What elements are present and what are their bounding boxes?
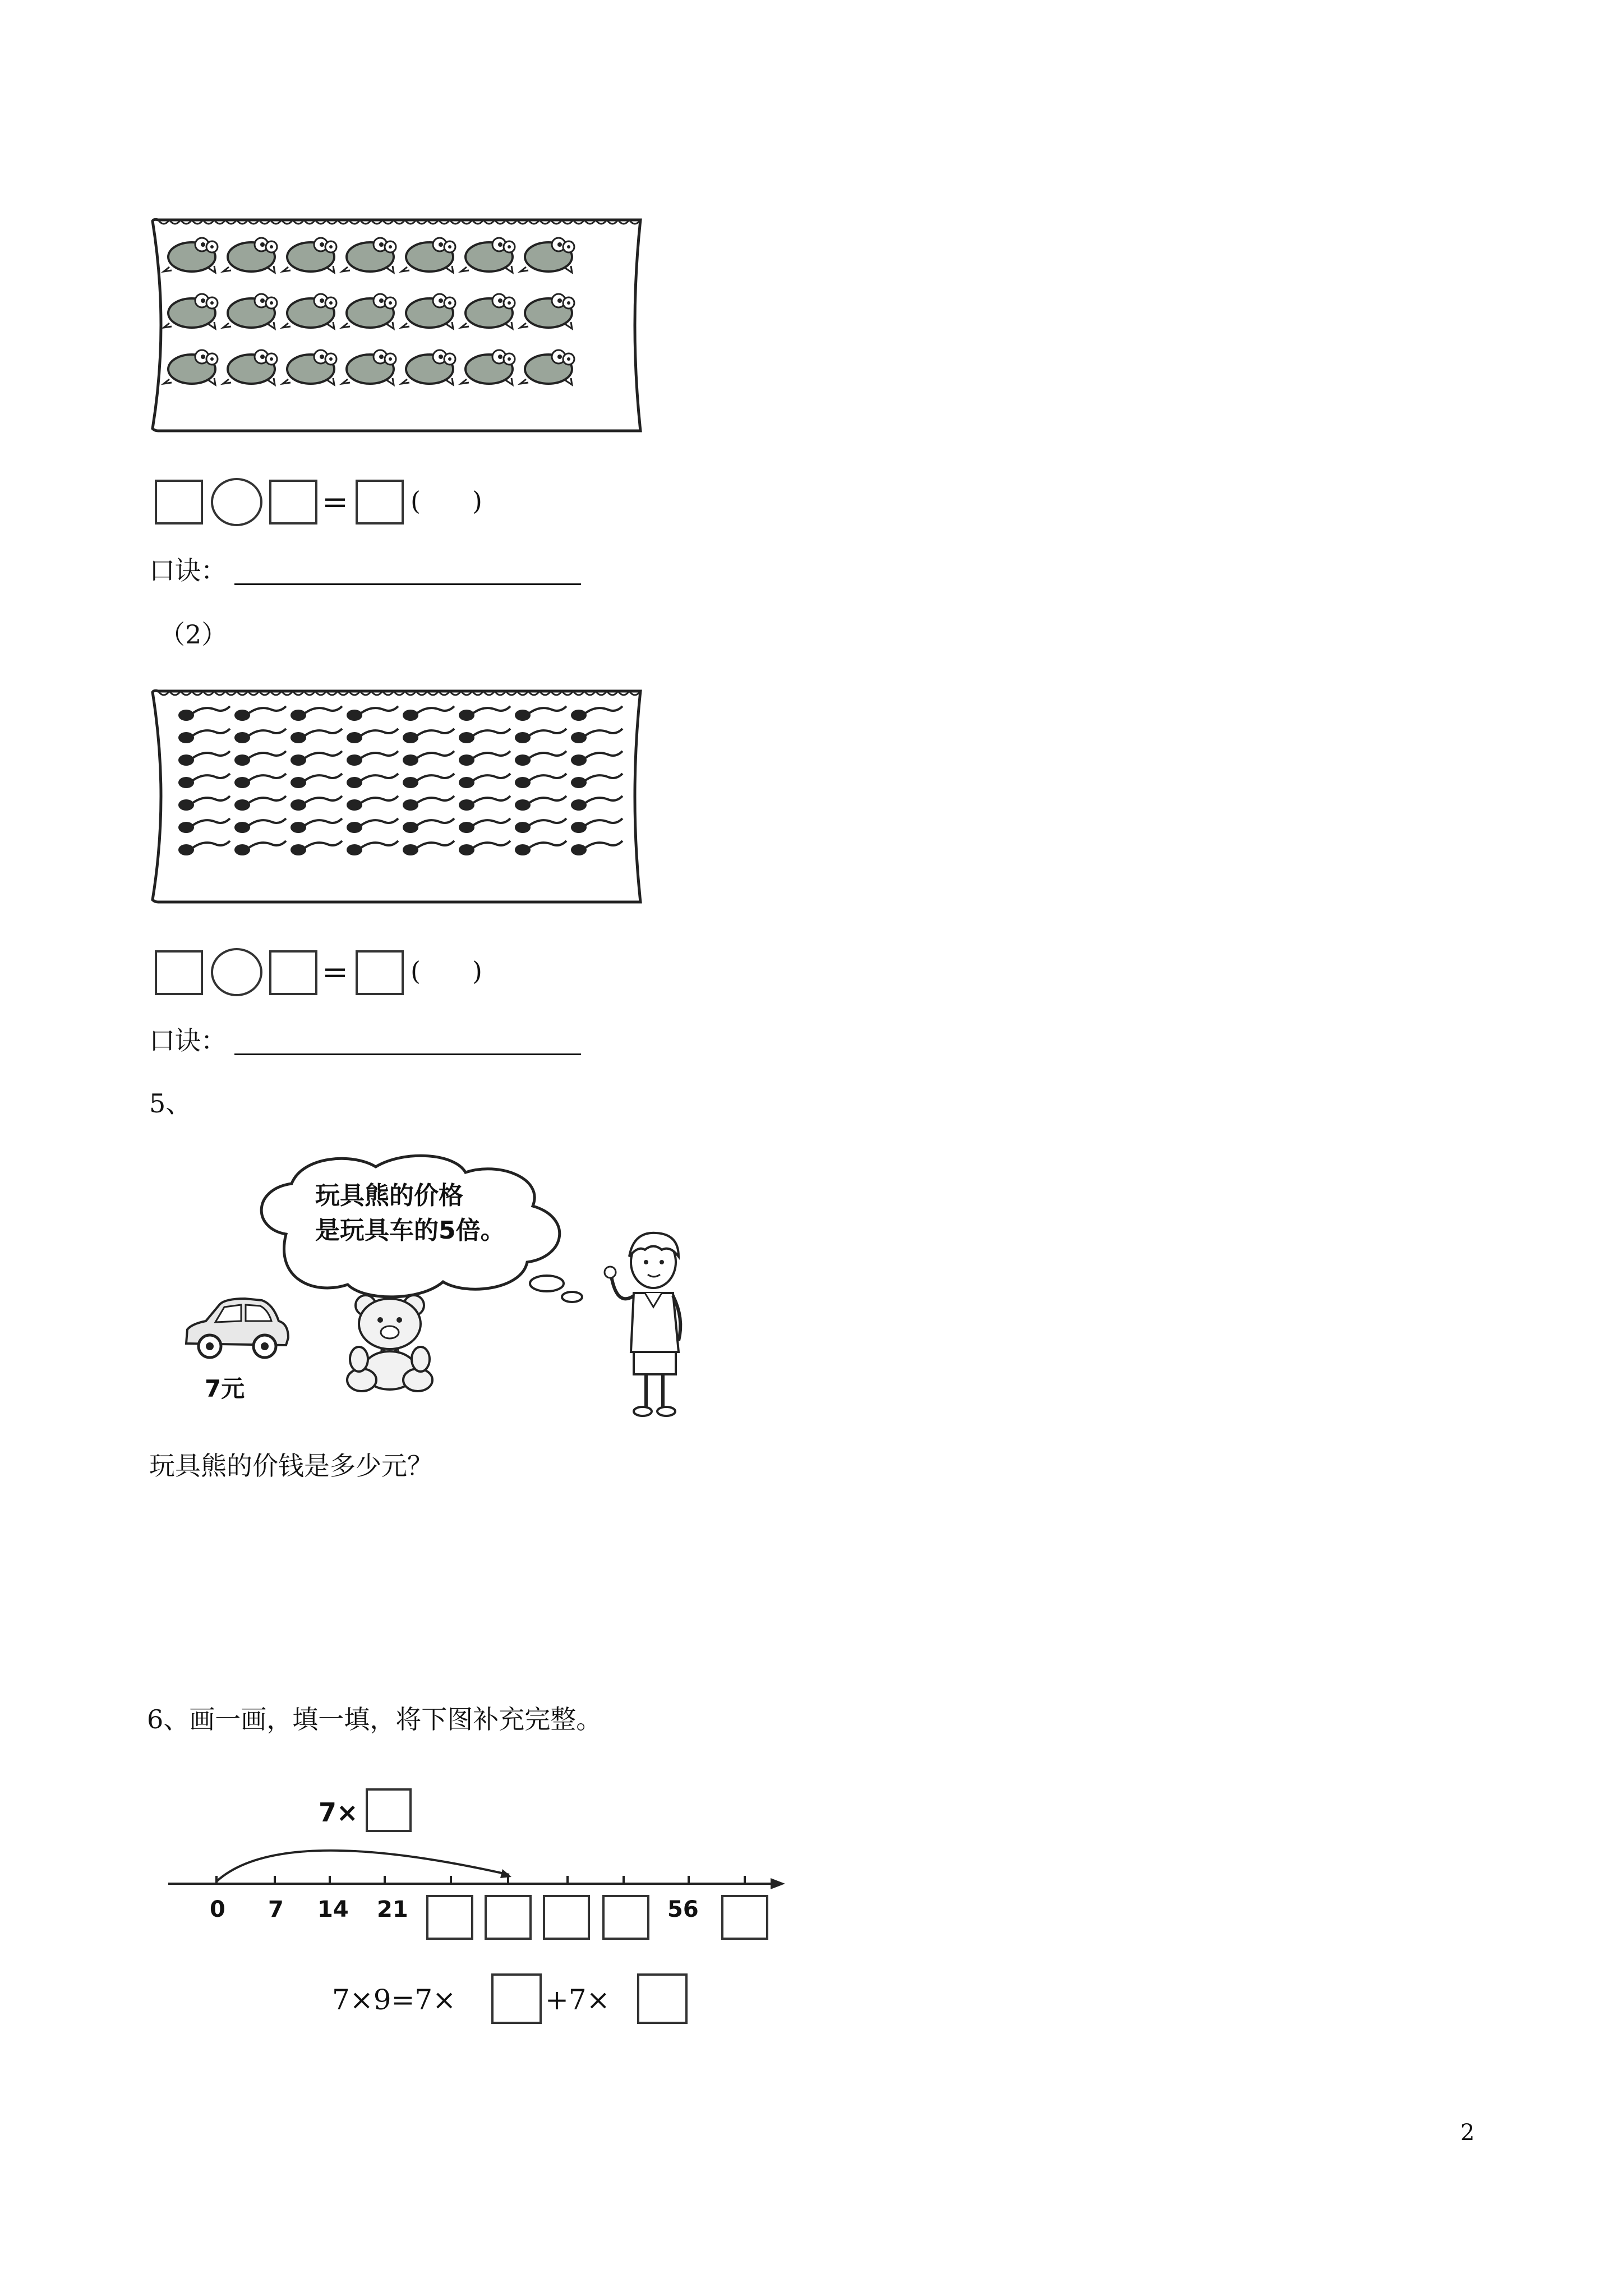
equals-sign-2: = <box>322 954 348 991</box>
arc-multiplier-box[interactable] <box>366 1788 412 1832</box>
unit-paren-1[interactable]: ( ) <box>411 486 482 516</box>
equation-left: 7×9=7× <box>332 1984 457 2016</box>
question-6-instruction: 6、画一画，填一填，将下图补充完整。 <box>147 1704 602 1734</box>
koujue-answer-line-1[interactable] <box>234 583 581 585</box>
koujue-label-1: 口诀： <box>149 555 227 586</box>
answer-box-1a[interactable] <box>155 480 203 524</box>
tick-answer-box-63[interactable] <box>721 1895 768 1940</box>
koujue-label-2: 口诀： <box>149 1025 227 1056</box>
equation-box-1[interactable] <box>491 1973 542 2024</box>
question-5-number: 5、 <box>149 1088 192 1119</box>
equation-mid: +7× <box>545 1984 610 2016</box>
operator-circle-2[interactable] <box>211 948 262 996</box>
tick-label-0: 0 <box>210 1897 225 1922</box>
tick-label-56: 56 <box>667 1897 699 1922</box>
tick-answer-box-28[interactable] <box>426 1895 473 1940</box>
toy-car-image <box>181 1290 293 1369</box>
answer-box-1b[interactable] <box>269 480 317 524</box>
bubble-text-line1: 玩具熊的价格 <box>315 1181 463 1210</box>
page-number: 2 <box>1460 2120 1475 2146</box>
question-5-text: 玩具熊的价钱是多少元？ <box>149 1451 433 1481</box>
koujue-answer-line-2[interactable] <box>234 1053 581 1055</box>
number-line <box>168 1829 791 1896</box>
unit-paren-2[interactable]: ( ) <box>411 956 482 986</box>
frog-grid-figure <box>147 213 652 438</box>
part-label-2: （2） <box>159 619 228 650</box>
equation-box-2[interactable] <box>637 1973 688 2024</box>
operator-circle-1[interactable] <box>211 478 262 526</box>
answer-box-2a[interactable] <box>155 950 203 995</box>
tick-label-14: 14 <box>317 1897 349 1922</box>
answer-box-1c[interactable] <box>356 480 404 524</box>
answer-box-2b[interactable] <box>269 950 317 995</box>
tick-label-21: 21 <box>377 1897 408 1922</box>
teddy-bear-image <box>342 1293 437 1394</box>
boy-figure-image <box>594 1223 718 1419</box>
tick-answer-box-42[interactable] <box>543 1895 590 1940</box>
equals-sign-1: = <box>322 484 348 521</box>
car-price-label: 7元 <box>205 1375 245 1402</box>
bubble-text-line2: 是玩具车的5倍。 <box>315 1216 505 1245</box>
tadpole-grid-figure <box>147 684 652 909</box>
tick-answer-box-49[interactable] <box>602 1895 649 1940</box>
tick-label-7: 7 <box>268 1897 284 1922</box>
answer-box-2c[interactable] <box>356 950 404 995</box>
arc-label: 7× <box>319 1797 358 1828</box>
tick-answer-box-35[interactable] <box>485 1895 532 1940</box>
